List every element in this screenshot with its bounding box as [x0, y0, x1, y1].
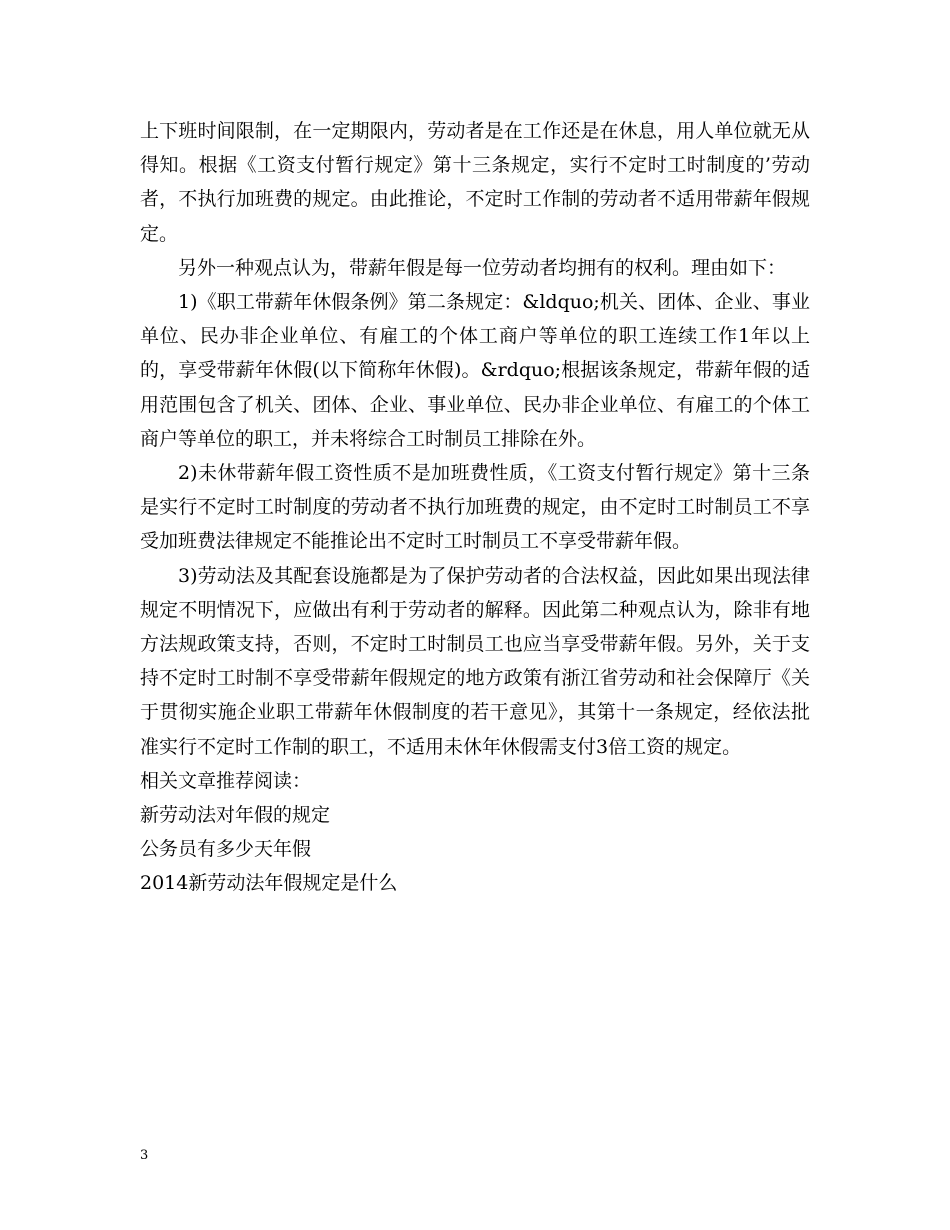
paragraph-reason-2: 2)未休带薪年假工资性质不是加班费性质，《工资支付暂行规定》第十三条是实行不定时工时制度的劳动者不执行加班费的规定，由不定时工时制员工不享受加班费法律规定不能推论出不定时工时制员工不享受带薪年假。 — [140, 462, 810, 553]
related-articles-heading: 相关文章推荐阅读： — [140, 769, 312, 792]
paragraph-reason-1: 1)《职工带薪年休假条例》第二条规定：&ldquo;机关、团体、企业、事业单位、民办非企业单位、有雇工的个体工商户等单位的职工连续工作1年以上的，享受带薪年休假(以下简称年休假)。&rdquo;根据该条规定，带薪年假的适用范围包含了机关、团体、企业、事业单位、民办非企业单位、有雇工的个体工商户等单位的职工，并未将综合工时制员工排除在外。 — [140, 291, 810, 450]
related-article-link[interactable]: 公务员有多少天年假 — [140, 838, 312, 861]
related-articles — [140, 764, 810, 901]
related-article-link[interactable]: 新劳动法对年假的规定 — [140, 804, 331, 827]
document-body — [140, 114, 810, 901]
paragraph-second-view: 另外一种观点认为，带薪年假是每一位劳动者均拥有的权利。理由如下： — [178, 256, 787, 279]
related-article-link[interactable]: 2014新劳动法年假规定是什么 — [140, 872, 398, 895]
paragraph-reason-3: 3)劳动法及其配套设施都是为了保护劳动者的合法权益，因此如果出现法律规定不明情况下，应做出有利于劳动者的解释。因此第二种观点认为，除非有地方法规政策支持，否则，不定时工时制员工也应当享受带薪年假。另外，关于支持不定时工时制不享受带薪年假规定的地方政策有浙江省劳动和社会保障厅《关于贯彻实施企业职工带薪年休假制度的若干意见》，其第十一条规定，经依法批准实行不定时工作制的职工，不适用未休年休假需支付3倍工资的规定。 — [140, 564, 810, 758]
page-number: 3 — [140, 1148, 149, 1163]
paragraph-continuation: 上下班时间限制，在一定期限内，劳动者是在工作还是在休息，用人单位就无从得知。根据《工资支付暂行规定》第十三条规定，实行不定时工时制度的’劳动者，不执行加班费的规定。由此推论，不定时工作制的劳动者不适用带薪年假规定。 — [140, 120, 810, 245]
